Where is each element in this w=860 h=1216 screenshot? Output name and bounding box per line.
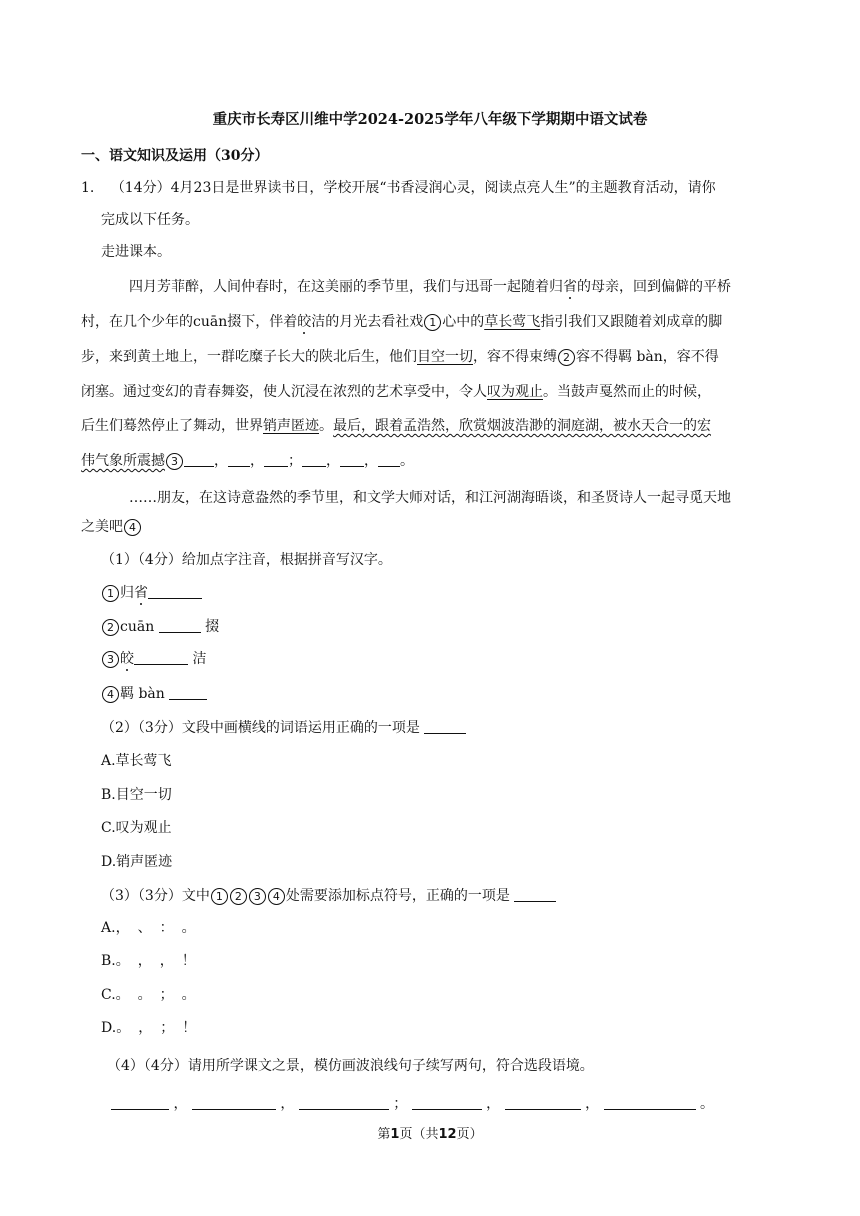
sub-question-3: [101, 886, 556, 906]
answer-blank[interactable]: [340, 452, 364, 467]
page-footer: [0, 1125, 860, 1145]
answer-blank[interactable]: [412, 1095, 482, 1110]
punct: ；: [159, 987, 174, 1003]
punct: ！: [182, 1020, 197, 1036]
circled-number-2: 2: [558, 349, 575, 366]
circled-number-2: 2: [230, 888, 247, 905]
sub-question-stem: 处需要添加标点符号，正确的一项是: [285, 888, 510, 904]
answer-blank[interactable]: [192, 1095, 276, 1110]
punct: ，: [159, 953, 174, 969]
passage-text: 闭塞。通过变幻的青春舞姿，使人沉浸在浓烈的艺术享受中，令人: [81, 384, 487, 400]
item-text: 掇: [205, 619, 220, 635]
answer-blank[interactable]: [424, 719, 466, 734]
option-label: B.: [101, 953, 116, 969]
passage-text: 后生们蓦然停止了舞动，世界: [81, 418, 263, 434]
answer-blank[interactable]: [514, 887, 556, 902]
punct: ；: [393, 1096, 408, 1112]
passage-text: 之美吧: [81, 519, 123, 535]
punct: ，: [280, 1096, 295, 1112]
passage-text: 。当鼓声戛然而止的时候，: [543, 384, 711, 400]
option-b[interactable]: B.目空一切: [101, 787, 172, 803]
passage-text: 步，来到黄土地上，一群吃糜子长大的陕北后生，他们: [81, 349, 417, 365]
sub-question-stem: （3）（3分）文中: [101, 888, 210, 904]
punct: ，: [115, 920, 130, 936]
underlined-phrase: 销声匿迹: [263, 418, 319, 434]
item-text: cuān: [120, 619, 155, 635]
circled-number-3: 3: [166, 453, 183, 470]
punct: ，: [585, 1096, 600, 1112]
section-heading: 一、语文知识及运用（30分）: [81, 148, 269, 164]
answer-blank[interactable]: [134, 650, 188, 665]
underlined-phrase: 叹为观止: [487, 384, 543, 400]
answer-blank[interactable]: [505, 1095, 581, 1110]
punct: 。: [137, 987, 152, 1003]
punct: 。: [699, 1096, 714, 1112]
dotted-char: 省: [134, 585, 148, 601]
answer-blank[interactable]: [299, 1095, 389, 1110]
dotted-char: 省: [563, 279, 577, 295]
footer-text: 页）: [456, 1127, 483, 1142]
item-text: 洁: [192, 651, 207, 667]
punct: ，: [364, 453, 378, 469]
answer-blank[interactable]: [159, 618, 201, 633]
sub-question-stem: （2）（3分）文段中画横线的词语运用正确的一项是: [101, 720, 420, 736]
question-number: 1.: [81, 180, 95, 196]
sub1-item-4: [101, 684, 207, 704]
underlined-phrase: 目空一切: [417, 349, 473, 365]
sub-question-1: [101, 550, 392, 570]
passage-text: 心中的: [442, 314, 485, 330]
answer-blank[interactable]: [604, 1095, 696, 1110]
passage-text: 洁的月光去看社戏: [311, 314, 424, 330]
sub1-item-3: [101, 649, 206, 669]
question-text: （14分）4月23日是世界读书日，学校开展“书香浸润心灵，阅读点亮人生”的主题教育活动，请你: [110, 180, 716, 196]
passage-text: 四月芳菲醉，人间仲春时，在这美丽的季节里，我们与迅哥一起随着归: [129, 279, 563, 295]
answer-blank[interactable]: [169, 685, 207, 700]
sub-question-stem: （1）（4分）给加点字注音，根据拼音写汉字。: [101, 552, 392, 568]
option-label: D.: [101, 1020, 117, 1036]
page-total: 12: [438, 1127, 457, 1142]
underlined-phrase: 草长莺飞: [484, 314, 541, 330]
option-c[interactable]: [101, 985, 196, 1005]
passage-line-3: [81, 347, 719, 367]
option-c[interactable]: C.叹为观止: [101, 820, 172, 836]
punct: ，: [250, 453, 264, 469]
punct: ，: [326, 453, 340, 469]
punct: 。: [181, 920, 196, 936]
punct: ；: [288, 453, 302, 469]
punct: ，: [214, 453, 228, 469]
passage-line-1: [129, 277, 731, 297]
item-text: 归: [120, 585, 134, 601]
punct: ！: [181, 953, 196, 969]
passage-line-8: [81, 517, 142, 537]
passage-text: 指引我们又跟随着刘成章的脚: [540, 314, 723, 330]
option-a[interactable]: [101, 918, 196, 938]
punct: ；: [160, 1020, 175, 1036]
answer-blank[interactable]: [378, 452, 400, 467]
wavy-underlined-sentence: 最后，跟着孟浩然，欣赏烟波浩渺的洞庭湖，被水天合一的宏: [333, 418, 711, 434]
option-b[interactable]: [101, 951, 196, 971]
punct: 。: [116, 1020, 131, 1036]
circled-number-1: 1: [102, 585, 119, 602]
punct: 。: [181, 987, 196, 1003]
option-label: A.: [101, 920, 116, 936]
page-number: 1: [390, 1127, 400, 1142]
question-1-intro: [81, 178, 716, 198]
dotted-char: 皎: [297, 314, 312, 330]
passage-text: 的母亲，回到偏僻的平桥: [577, 279, 731, 295]
circled-number-3: 3: [249, 888, 266, 905]
option-d[interactable]: [101, 1018, 196, 1038]
dotted-char: 皎: [120, 651, 134, 667]
passage-line-5: [81, 416, 711, 436]
passage-text: 容不得羁 bàn，容不得: [576, 349, 719, 365]
punct: 。: [115, 953, 130, 969]
circled-number-1: 1: [211, 888, 228, 905]
answer-blank[interactable]: [302, 452, 326, 467]
punct: ，: [137, 953, 152, 969]
punct: ，: [486, 1096, 501, 1112]
page-title: 重庆市长寿区川维中学2024-2025学年八年级下学期期中语文试卷: [212, 111, 648, 128]
option-d[interactable]: D.销声匿迹: [101, 854, 173, 870]
punct: ，: [138, 1020, 153, 1036]
option-a[interactable]: A.草长莺飞: [101, 753, 172, 769]
circled-number-4: 4: [268, 888, 285, 905]
footer-text: 第: [377, 1127, 391, 1142]
passage-line-6: [81, 451, 414, 471]
answer-blank[interactable]: [148, 584, 202, 599]
punct: 、: [137, 920, 152, 936]
punct: ，: [173, 1096, 188, 1112]
passage-text: ，容不得束缚: [473, 349, 557, 365]
circled-number-1: 1: [424, 314, 441, 331]
passage-line-4: [81, 382, 711, 402]
circled-number-4: 4: [102, 686, 119, 703]
circled-number-2: 2: [102, 619, 119, 636]
punct: 。: [115, 987, 130, 1003]
sub-question-4: （4）（4分）请用所学课文之景，模仿画波浪线句子续写两句，符合选段语境。: [107, 1058, 594, 1074]
answer-blank[interactable]: [111, 1095, 169, 1110]
answer-blank[interactable]: [264, 452, 288, 467]
answer-blank[interactable]: [228, 452, 250, 467]
circled-number-3: 3: [102, 651, 119, 668]
passage-line-2: [81, 312, 722, 332]
item-text: 羁 bàn: [120, 686, 165, 702]
passage-line-7: ……朋友，在这诗意盎然的季节里，和文学大师对话，和江河湖海晤谈，和圣贤诗人一起寻觅天地: [129, 490, 731, 506]
punct: ：: [159, 920, 174, 936]
passage-text: 村，在几个少年的cuān掇下，伴着: [81, 314, 298, 330]
sub-heading: 走进课本。: [101, 244, 171, 260]
option-label: C.: [101, 987, 116, 1003]
footer-text: 页（共: [399, 1127, 439, 1142]
sub1-item-1: [101, 583, 202, 603]
punct: 。: [400, 453, 414, 469]
question-text-cont: 完成以下任务。: [101, 212, 199, 228]
wavy-underlined-sentence: 伟气象所震撼: [81, 453, 165, 469]
sub-question-2: [101, 718, 466, 738]
passage-text: 。: [319, 418, 333, 434]
sub1-item-2: [101, 617, 219, 637]
circled-number-4: 4: [124, 519, 141, 536]
sub4-answer-line: [111, 1094, 714, 1114]
answer-blank[interactable]: [184, 452, 214, 467]
